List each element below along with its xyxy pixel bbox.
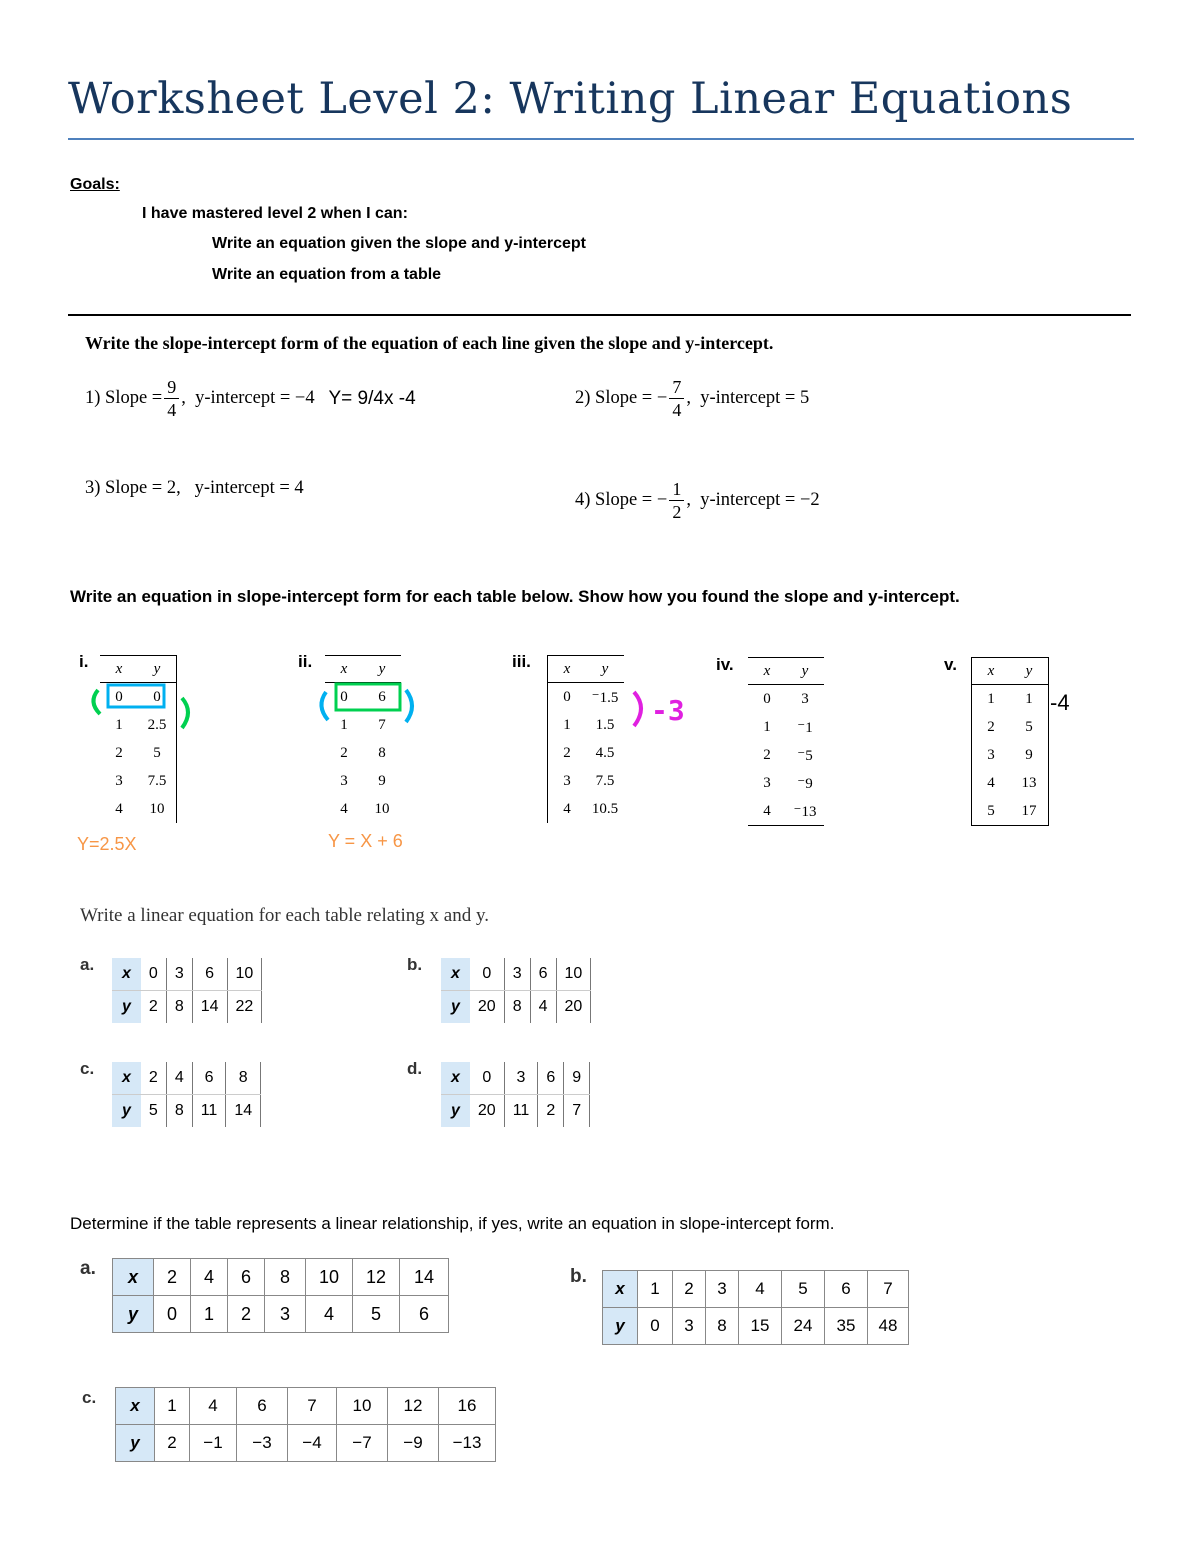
- table-label: b.: [407, 955, 423, 974]
- handwritten-answer: Y=2.5X: [77, 834, 137, 854]
- handwritten-answer: Y= 9/4x -4: [328, 387, 416, 409]
- bracket-left: [321, 692, 328, 720]
- highlight-box: [336, 684, 400, 710]
- section3-instruction: Write a linear equation for each table relating x and y.: [80, 905, 489, 926]
- slope-label: Slope =: [595, 490, 653, 510]
- bracket-right: [406, 690, 412, 722]
- section2-instruction: Write an equation in slope-intercept form for each table below. Show how you found the slope and y-intercept.: [70, 587, 960, 606]
- relationship-table-a: x 2 4 6 8 10 12 14 y 0 1 2 3 4 5 6: [112, 1258, 449, 1333]
- table-label: ii.: [298, 652, 313, 671]
- bracket-left: [93, 690, 100, 714]
- table-label: d.: [407, 1059, 423, 1078]
- problem-number: 1): [85, 388, 101, 408]
- goal-item: Write an equation from a table: [212, 266, 442, 283]
- slope-label: Slope =: [595, 388, 653, 408]
- table-label: i.: [79, 652, 89, 671]
- linear-table-c: x 2 4 6 8 y 5 8 11 14: [112, 1062, 261, 1127]
- table-label: iv.: [716, 655, 734, 674]
- handwritten-answer: Y = X + 6: [328, 831, 403, 851]
- linear-table-a: x 0 3 6 10 y 2 8 14 22: [112, 958, 262, 1023]
- intercept-label: y-intercept = 5: [700, 388, 810, 408]
- table-label: c.: [80, 1059, 95, 1078]
- table-label: a.: [80, 1258, 96, 1279]
- section4-instruction: Determine if the table represents a linear relationship, if yes, write an equation in slope-intercept form.: [70, 1214, 835, 1233]
- problem-number: 3): [85, 478, 101, 498]
- linear-table-b: x 0 3 6 10 y 20 8 4 20: [441, 958, 591, 1023]
- bracket-right: [634, 692, 641, 726]
- problem-4: 4) Slope = − $\frac{1}{2}$ , y-intercept = −2: [575, 479, 820, 522]
- linear-table-d: x 0 3 6 9 y 20 11 2 7: [441, 1062, 590, 1127]
- problem-3: [85, 478, 304, 499]
- goal-item: Write an equation given the slope and y-intercept: [212, 235, 586, 252]
- section-divider: [68, 314, 1131, 316]
- table-label: v.: [944, 655, 957, 674]
- xy-table-i: x y 0 0 1 2.5 2 5 3 7.5 4 10: [100, 655, 177, 823]
- goals-intro: I have mastered level 2 when I can:: [142, 205, 408, 222]
- highlight-box: [108, 685, 164, 707]
- slope-fraction: $\frac{9}{4}$: [164, 378, 179, 419]
- table-label: a.: [80, 955, 95, 974]
- problem-number: 2): [575, 388, 591, 408]
- goals-heading: Goals:: [70, 176, 120, 193]
- xy-table-v: x y 1 1 2 5 3 9 4 13 5 17: [971, 657, 1049, 826]
- handwritten-note: -3: [651, 694, 685, 727]
- intercept-label: y-intercept = −2: [700, 490, 820, 510]
- slope-label: Slope =: [105, 388, 163, 408]
- problem-2: 2) Slope = − $\frac{7}{4}$ , y-intercept = 5: [575, 377, 810, 420]
- section1-instruction: Write the slope-intercept form of the equation of each line given the slope and y-intercept.: [85, 333, 774, 353]
- page-title: Worksheet Level 2: Writing Linear Equations: [68, 74, 1073, 124]
- table-label: b.: [570, 1266, 587, 1287]
- xy-table-iv: x y 0 3 1 ⁻1 2 ⁻5 3 ⁻9 4 ⁻13: [748, 657, 824, 826]
- table-label: c.: [82, 1388, 97, 1407]
- relationship-table-c: x 1 4 6 7 10 12 16 y 2 −1 −3 −4 −7 −9 −13: [115, 1387, 496, 1462]
- bracket-right: [182, 698, 188, 728]
- xy-table-ii: x y 0 6 1 7 2 8 3 9 4 10: [325, 655, 401, 823]
- table-label: iii.: [512, 652, 531, 671]
- title-underline: [68, 138, 1134, 140]
- slope-fraction: $\frac{1}{2}$: [669, 480, 684, 521]
- annotation-marks-ii: [310, 680, 430, 740]
- annotation-marks-i: [84, 680, 204, 740]
- slope-label: Slope = 2,: [105, 478, 181, 498]
- xy-table-iii: x y 0 ⁻1.5 1 1.5 2 4.5 3 7.5 4 10.5: [547, 655, 624, 823]
- intercept-label: y-intercept = 4: [194, 478, 304, 498]
- relationship-table-b: x 1 2 3 4 5 6 7 y 0 3 8 15 24 35 48: [602, 1270, 909, 1345]
- intercept-label: y-intercept = −4: [195, 388, 315, 408]
- problem-number: 4): [575, 490, 591, 510]
- handwritten-note: -4: [1050, 690, 1070, 715]
- slope-fraction: $\frac{7}{4}$: [669, 378, 684, 419]
- problem-1: 1) Slope = $\frac{9}{4}$ , y-intercept = −4 Y= 9/4x -4: [85, 377, 416, 420]
